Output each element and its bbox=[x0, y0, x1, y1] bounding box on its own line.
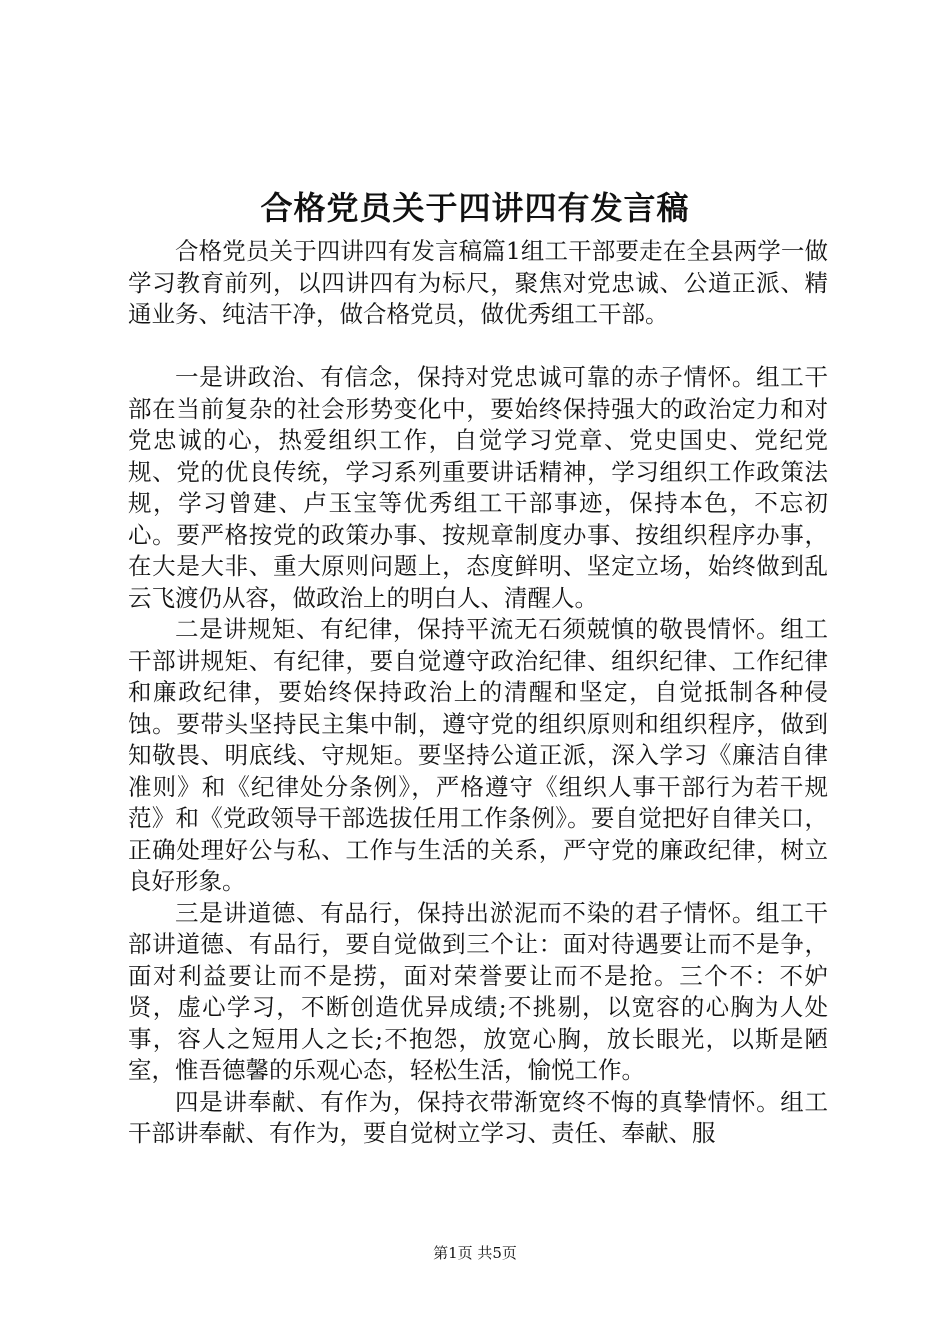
paragraph-morality: 三是讲道德、有品行，保持出淤泥而不染的君子情怀。组工干部讲道德、有品行，要自觉做到三个让：面对待遇要让而不是争，面对利益要让而不是捞，面对荣誉要让而不是抢。三个不：不妒贤，虚心学习，不断创造优异成绩;不挑剔，以宽容的心胸为人处事，容人之短用人之长;不抱怨，放宽心胸，放长眼光，以斯是陋室，惟吾德馨的乐观心态，轻松生活，愉悦工作。 bbox=[128, 898, 828, 1084]
paragraph-intro: 合格党员关于四讲四有发言稿篇1组工干部要走在全县两学一做学习教育前列，以四讲四有为标尺，聚焦对党忠诚、公道正派、精通业务、纯洁干净，做合格党员，做优秀组工干部。 bbox=[128, 237, 828, 328]
page-footer: 第1页 共5页 bbox=[433, 1244, 517, 1262]
paragraph-politics: 一是讲政治、有信念，保持对党忠诚可靠的赤子情怀。组工干部在当前复杂的社会形势变化中，要始终保持强大的政治定力和对党忠诚的心，热爱组织工作，自觉学习党章、党史国史、党纪党规、党的优良传统，学习系列重要讲话精神，学习组织工作政策法规，学习曾建、卢玉宝等优秀组工干部事迹，保持本色，不忘初心。要严格按党的政策办事、按规章制度办事、按组织程序办事，在大是大非、重大原则问题上，态度鲜明、坚定立场，始终做到乱云飞渡仍从容，做政治上的明白人、清醒人。 bbox=[128, 363, 828, 612]
paragraph-rules: 二是讲规矩、有纪律，保持平流无石须兢慎的敬畏情怀。组工干部讲规矩、有纪律，要自觉遵守政治纪律、组织纪律、工作纪律和廉政纪律，要始终保持政治上的清醒和坚定，自觉抵制各种侵蚀。要带头坚持民主集中制，遵守党的组织原则和组织程序，做到知敬畏、明底线、守规矩。要坚持公道正派，深入学习《廉洁自律准则》和《纪律处分条例》，严格遵守《组织人事干部行为若干规范》和《党政领导干部选拔任用工作条例》。要自觉把好自律关口，正确处理好公与私、工作与生活的关系，严守党的廉政纪律，树立良好形象。 bbox=[128, 615, 828, 895]
paragraph-dedication: 四是讲奉献、有作为，保持衣带渐宽终不悔的真挚情怀。组工干部讲奉献、有作为，要自觉树立学习、责任、奉献、服 bbox=[128, 1087, 828, 1147]
document-body bbox=[128, 236, 828, 1150]
document-title: 合格党员关于四讲四有发言稿 bbox=[260, 189, 690, 227]
